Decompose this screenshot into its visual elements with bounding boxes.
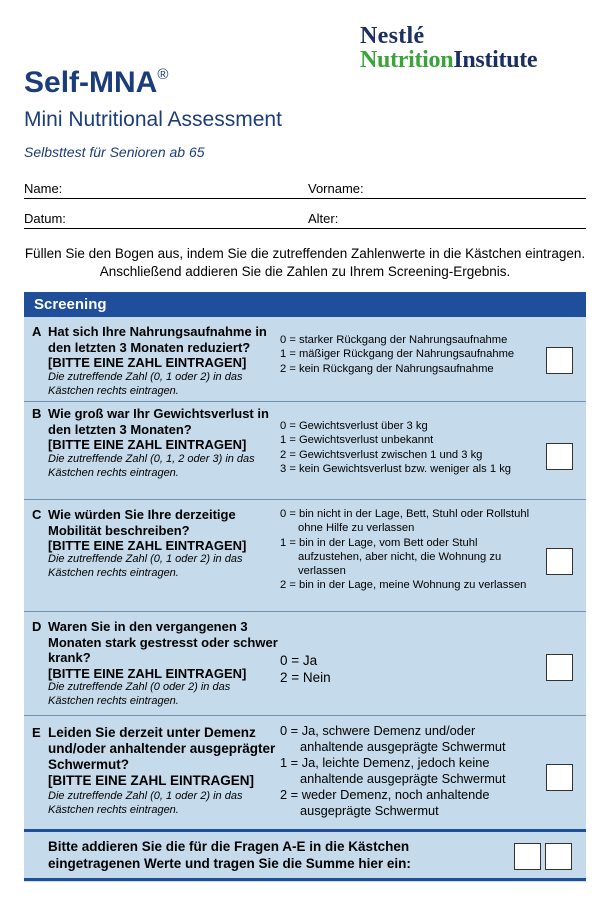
answer-box-d[interactable] [546,654,573,681]
divider [24,401,586,402]
answer-options: 0 = starker Rückgang der Nahrungsaufnahme 1 = mäßiger Rückgang der Nahrungsaufnahme 2 = kein Rückgang der Nahrungsaufnahme [280,334,515,375]
question-text: Wie groß war Ihr Gewichtsverlust in den letzten 3 Monaten? [BITTE EINE ZAHL EINTRAGEN] [48,406,269,452]
divider [24,611,586,612]
screening-header [24,292,586,317]
total-box-tens[interactable] [514,843,541,870]
answer-options: 0 = bin nicht in der Lage, Bett, Stuhl oder Rollstuhl ohne Hilfe zu verlassen 1 = bin in der Lage, vom Bett oder Stuhl aufzustehen, aber nicht, die Wohnung zu verlassen 2 = bin in der Lage, meine Wohnung zu verlassen [280,508,530,592]
question-hint: Die zutreffende Zahl (0, 1 oder 2) in das Kästchen rechts eintragen. [48,790,243,816]
question-hint: Die zutreffende Zahl (0, 1 oder 2) in das Kästchen rechts eintragen. [48,371,243,397]
vorname-field-label: Vorname: [308,181,364,196]
answer-box-a[interactable] [546,347,573,374]
question-letter: B [32,406,42,421]
page-tagline: Selbsttest für Senioren ab 65 [24,144,205,160]
divider [24,499,586,500]
registered-mark: ® [157,66,169,83]
question-letter: C [32,507,42,522]
bottom-rule [24,878,586,881]
question-text: Wie würden Sie Ihre derzeitige Mobilität beschreiben? [BITTE EINE ZAHL EINTRAGEN] [48,507,247,553]
screening-panel [24,292,586,882]
name-line[interactable] [24,198,586,199]
answer-options: 0 = Ja, schwere Demenz und/oder anhaltende ausgeprägte Schwermut 1 = Ja, leichte Demenz, jedoch keine anhaltende ausgeprägte Schwermut 2 = weder Demenz, noch anhaltende ausgeprägte Schwermut [280,723,506,818]
total-divider [24,829,586,832]
answer-box-e[interactable] [546,764,573,791]
question-text: Hat sich Ihre Nahrungsaufnahme in den letzten 3 Monaten reduziert? [BITTE EINE ZAHL EINTRAGEN] [48,324,267,370]
total-instruction: Bitte addieren Sie die für die Fragen A-E in die Kästchen eingetragenen Werte und tragen Sie die Summe hier ein: [48,839,411,871]
question-hint: Die zutreffende Zahl (0 oder 2) in das Kästchen rechts eintragen. [48,681,231,707]
question-text: Leiden Sie derzeit unter Demenz und/oder anhaltender ausgeprägter Schwermut? [BITTE EINE ZAHL EINTRAGEN] [48,725,276,788]
question-hint: Die zutreffende Zahl (0, 1 oder 2) in das Kästchen rechts eintragen. [48,553,243,579]
page-title: Self-MNA® [24,66,169,99]
alter-field-label: Alter: [308,211,339,226]
datum-field-label: Datum: [24,211,66,226]
question-letter: D [32,619,42,634]
question-text: Waren Sie in den vergangenen 3 Monaten stark gestresst oder schwer krank? [BITTE EINE ZAHL EINTRAGEN] [48,619,278,681]
datum-line[interactable] [24,228,586,229]
nestle-nutrition-institute-logo [360,24,590,72]
answer-options: 0 = Gewichtsverlust über 3 kg 1 = Gewichtsverlust unbekannt 2 = Gewichtsverlust zwischen 1 und 3 kg 3 = kein Gewichtsverlust bzw. weniger als 1 kg [280,420,512,475]
page-subtitle: Mini Nutritional Assessment [24,108,282,131]
question-letter: A [32,324,42,339]
logo-nutrition: Nutrition [360,47,454,73]
name-field-label: Name: [24,181,63,196]
answer-box-b[interactable] [546,443,573,470]
total-box-ones[interactable] [545,843,572,870]
answer-box-c[interactable] [546,548,573,575]
logo-institute: Institute [453,47,538,73]
question-letter: E [32,725,41,740]
intro-instructions: Füllen Sie den Bogen aus, indem Sie die zutreffenden Zahlenwerte in die Kästchen eintragen. Anschließend addieren Sie die Zahlen zu Ihrem Screening-Ergebnis. [24,246,586,279]
answer-options: 0 = Ja 2 = Nein [280,653,331,685]
question-hint: Die zutreffende Zahl (0, 1, 2 oder 3) in das Kästchen rechts eintragen. [48,453,255,479]
divider [24,715,586,716]
logo-brand: Nestlé [360,23,425,49]
screening-title: Screening [34,296,107,313]
